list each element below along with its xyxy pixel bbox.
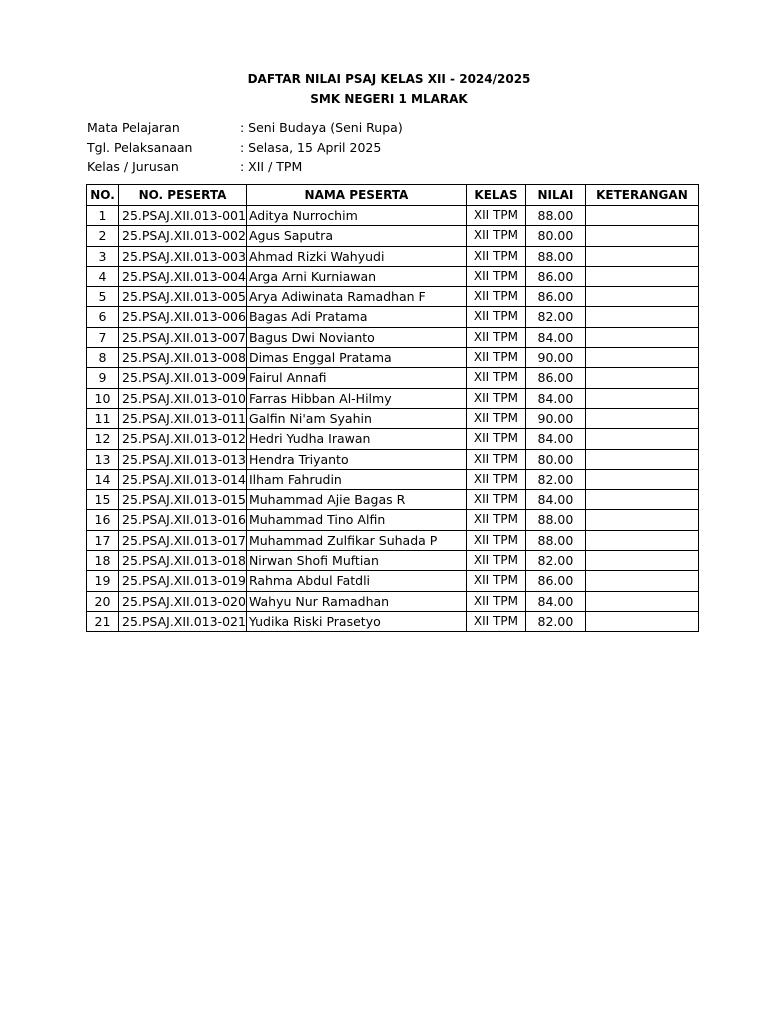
cell-participant-name: Aditya Nurrochim <box>246 206 466 226</box>
cell-no: 16 <box>87 510 119 530</box>
cell-participant-name: Muhammad Tino Alfin <box>246 510 466 530</box>
table-row <box>87 226 699 246</box>
cell-score: 82.00 <box>525 551 585 571</box>
table-row <box>87 591 699 611</box>
cell-score: 84.00 <box>525 490 585 510</box>
cell-participant-number: 25.PSAJ.XII.013-013 <box>119 449 247 469</box>
cell-score: 82.00 <box>525 611 585 631</box>
column-header-no: NO. <box>87 185 119 206</box>
cell-class: XII TPM <box>466 571 525 591</box>
cell-score: 80.00 <box>525 226 585 246</box>
cell-remarks <box>585 206 698 226</box>
info-block <box>87 118 403 177</box>
table-row <box>87 551 699 571</box>
table-row <box>87 266 699 286</box>
table-row <box>87 530 699 550</box>
cell-score: 90.00 <box>525 408 585 428</box>
cell-remarks <box>585 449 698 469</box>
cell-participant-number: 25.PSAJ.XII.013-001 <box>119 206 247 226</box>
table-row <box>87 510 699 530</box>
cell-class: XII TPM <box>466 287 525 307</box>
cell-participant-number: 25.PSAJ.XII.013-012 <box>119 429 247 449</box>
cell-participant-number: 25.PSAJ.XII.013-004 <box>119 266 247 286</box>
table-row <box>87 246 699 266</box>
cell-participant-name: Yudika Riski Prasetyo <box>246 611 466 631</box>
cell-score: 84.00 <box>525 591 585 611</box>
cell-no: 1 <box>87 206 119 226</box>
table-header-row <box>87 185 699 206</box>
cell-class: XII TPM <box>466 469 525 489</box>
cell-participant-number: 25.PSAJ.XII.013-008 <box>119 348 247 368</box>
cell-no: 14 <box>87 469 119 489</box>
cell-class: XII TPM <box>466 307 525 327</box>
cell-participant-number: 25.PSAJ.XII.013-021 <box>119 611 247 631</box>
cell-no: 18 <box>87 551 119 571</box>
cell-class: XII TPM <box>466 206 525 226</box>
table-row <box>87 327 699 347</box>
table-row <box>87 368 699 388</box>
cell-remarks <box>585 408 698 428</box>
cell-remarks <box>585 530 698 550</box>
cell-score: 88.00 <box>525 530 585 550</box>
grades-table <box>86 184 699 632</box>
cell-participant-number: 25.PSAJ.XII.013-017 <box>119 530 247 550</box>
cell-no: 21 <box>87 611 119 631</box>
table-row <box>87 611 699 631</box>
cell-class: XII TPM <box>466 591 525 611</box>
table-row <box>87 571 699 591</box>
cell-participant-name: Ilham Fahrudin <box>246 469 466 489</box>
cell-participant-number: 25.PSAJ.XII.013-003 <box>119 246 247 266</box>
cell-participant-number: 25.PSAJ.XII.013-018 <box>119 551 247 571</box>
column-header-participant-number: NO. PESERTA <box>119 185 247 206</box>
cell-remarks <box>585 307 698 327</box>
cell-class: XII TPM <box>466 449 525 469</box>
cell-class: XII TPM <box>466 368 525 388</box>
cell-participant-name: Arya Adiwinata Ramadhan F <box>246 287 466 307</box>
table-row <box>87 469 699 489</box>
cell-no: 13 <box>87 449 119 469</box>
cell-remarks <box>585 429 698 449</box>
cell-score: 82.00 <box>525 469 585 489</box>
cell-no: 2 <box>87 226 119 246</box>
info-value: : Selasa, 15 April 2025 <box>240 139 382 155</box>
column-header-participant-name: NAMA PESERTA <box>246 185 466 206</box>
cell-remarks <box>585 348 698 368</box>
cell-remarks <box>585 226 698 246</box>
cell-no: 8 <box>87 348 119 368</box>
cell-participant-name: Galfin Ni'am Syahin <box>246 408 466 428</box>
cell-no: 5 <box>87 287 119 307</box>
cell-participant-name: Muhammad Ajie Bagas R <box>246 490 466 510</box>
cell-class: XII TPM <box>466 429 525 449</box>
cell-no: 12 <box>87 429 119 449</box>
cell-participant-name: Ahmad Rizki Wahyudi <box>246 246 466 266</box>
info-label: Kelas / Jurusan <box>87 159 179 174</box>
cell-class: XII TPM <box>466 510 525 530</box>
cell-participant-name: Wahyu Nur Ramadhan <box>246 591 466 611</box>
cell-participant-number: 25.PSAJ.XII.013-007 <box>119 327 247 347</box>
cell-remarks <box>585 327 698 347</box>
cell-no: 3 <box>87 246 119 266</box>
cell-class: XII TPM <box>466 490 525 510</box>
school-name: SMK NEGERI 1 MLARAK <box>310 92 468 106</box>
info-value: : XII / TPM <box>240 159 303 174</box>
cell-score: 84.00 <box>525 327 585 347</box>
cell-class: XII TPM <box>466 348 525 368</box>
cell-no: 17 <box>87 530 119 550</box>
cell-score: 86.00 <box>525 287 585 307</box>
info-row-date <box>87 138 403 158</box>
cell-remarks <box>585 287 698 307</box>
table-row <box>87 429 699 449</box>
cell-no: 19 <box>87 571 119 591</box>
table-row <box>87 287 699 307</box>
cell-participant-name: Dimas Enggal Pratama <box>246 348 466 368</box>
cell-remarks <box>585 266 698 286</box>
cell-score: 88.00 <box>525 510 585 530</box>
table-row <box>87 408 699 428</box>
cell-participant-name: Bagas Adi Pratama <box>246 307 466 327</box>
table-row <box>87 348 699 368</box>
cell-participant-name: Arga Arni Kurniawan <box>246 266 466 286</box>
cell-participant-number: 25.PSAJ.XII.013-016 <box>119 510 247 530</box>
cell-participant-name: Bagus Dwi Novianto <box>246 327 466 347</box>
info-row-class <box>87 157 403 177</box>
cell-no: 10 <box>87 388 119 408</box>
column-header-remarks: KETERANGAN <box>585 185 698 206</box>
info-value: : Seni Budaya (Seni Rupa) <box>240 120 403 135</box>
cell-score: 86.00 <box>525 571 585 591</box>
cell-participant-number: 25.PSAJ.XII.013-006 <box>119 307 247 327</box>
cell-participant-number: 25.PSAJ.XII.013-015 <box>119 490 247 510</box>
cell-class: XII TPM <box>466 388 525 408</box>
cell-participant-name: Hedri Yudha Irawan <box>246 429 466 449</box>
cell-remarks <box>585 246 698 266</box>
table-row <box>87 206 699 226</box>
cell-score: 86.00 <box>525 368 585 388</box>
column-header-score: NILAI <box>525 185 585 206</box>
column-header-class: KELAS <box>466 185 525 206</box>
table-row <box>87 490 699 510</box>
cell-participant-number: 25.PSAJ.XII.013-020 <box>119 591 247 611</box>
cell-no: 7 <box>87 327 119 347</box>
cell-remarks <box>585 591 698 611</box>
cell-participant-number: 25.PSAJ.XII.013-005 <box>119 287 247 307</box>
cell-score: 88.00 <box>525 206 585 226</box>
document-title: DAFTAR NILAI PSAJ KELAS XII - 2024/2025 <box>247 72 531 86</box>
cell-score: 86.00 <box>525 266 585 286</box>
cell-class: XII TPM <box>466 226 525 246</box>
info-row-subject <box>87 118 403 138</box>
cell-participant-number: 25.PSAJ.XII.013-002 <box>119 226 247 246</box>
cell-no: 20 <box>87 591 119 611</box>
cell-participant-number: 25.PSAJ.XII.013-014 <box>119 469 247 489</box>
table-body <box>87 206 699 632</box>
cell-class: XII TPM <box>466 530 525 550</box>
cell-score: 84.00 <box>525 388 585 408</box>
cell-no: 6 <box>87 307 119 327</box>
cell-participant-name: Agus Saputra <box>246 226 466 246</box>
cell-participant-number: 25.PSAJ.XII.013-011 <box>119 408 247 428</box>
cell-remarks <box>585 368 698 388</box>
cell-remarks <box>585 469 698 489</box>
cell-class: XII TPM <box>466 551 525 571</box>
cell-participant-name: Farras Hibban Al-Hilmy <box>246 388 466 408</box>
info-label: Mata Pelajaran <box>87 120 180 135</box>
cell-no: 15 <box>87 490 119 510</box>
cell-score: 80.00 <box>525 449 585 469</box>
cell-participant-name: Rahma Abdul Fatdli <box>246 571 466 591</box>
table-row <box>87 388 699 408</box>
cell-remarks <box>585 510 698 530</box>
cell-remarks <box>585 490 698 510</box>
cell-remarks <box>585 388 698 408</box>
info-label: Tgl. Pelaksanaan <box>87 139 193 155</box>
cell-score: 84.00 <box>525 429 585 449</box>
cell-no: 4 <box>87 266 119 286</box>
cell-remarks <box>585 551 698 571</box>
cell-remarks <box>585 571 698 591</box>
cell-no: 11 <box>87 408 119 428</box>
cell-class: XII TPM <box>466 266 525 286</box>
cell-score: 82.00 <box>525 307 585 327</box>
table-row <box>87 449 699 469</box>
table-row <box>87 307 699 327</box>
cell-score: 88.00 <box>525 246 585 266</box>
cell-class: XII TPM <box>466 611 525 631</box>
cell-class: XII TPM <box>466 408 525 428</box>
cell-remarks <box>585 611 698 631</box>
cell-participant-number: 25.PSAJ.XII.013-010 <box>119 388 247 408</box>
cell-class: XII TPM <box>466 327 525 347</box>
cell-score: 90.00 <box>525 348 585 368</box>
cell-participant-name: Hendra Triyanto <box>246 449 466 469</box>
cell-participant-number: 25.PSAJ.XII.013-019 <box>119 571 247 591</box>
cell-participant-name: Muhammad Zulfikar Suhada P <box>246 530 466 550</box>
cell-no: 9 <box>87 368 119 388</box>
cell-participant-name: Nirwan Shofi Muftian <box>246 551 466 571</box>
cell-participant-name: Fairul Annafi <box>246 368 466 388</box>
cell-participant-number: 25.PSAJ.XII.013-009 <box>119 368 247 388</box>
cell-class: XII TPM <box>466 246 525 266</box>
